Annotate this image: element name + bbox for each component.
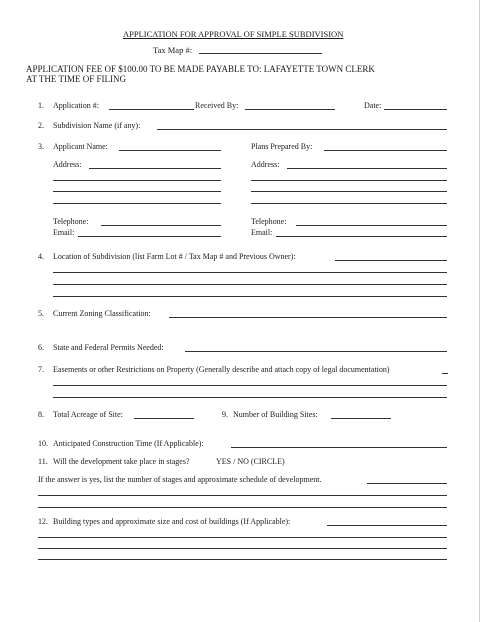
location-label: Location of Subdivision (list Farm Lot # / Tax Map # and Previous Owner):: [53, 252, 296, 261]
q8-number: 8.: [38, 410, 44, 419]
applicant-name-field[interactable]: [119, 150, 221, 151]
acreage-label: Total Acreage of Site:: [53, 410, 123, 419]
location-field-2[interactable]: [53, 272, 447, 273]
plans-prepared-by-label: Plans Prepared By:: [251, 142, 313, 151]
building-types-field-2[interactable]: [38, 537, 447, 538]
building-types-field-3[interactable]: [38, 548, 447, 549]
stages-field-2[interactable]: [38, 495, 447, 496]
building-sites-label: Number of Building Sites:: [233, 410, 318, 419]
preparer-email-field[interactable]: [276, 236, 447, 237]
location-field-1[interactable]: [335, 260, 447, 261]
applicant-telephone-label: Telephone:: [53, 217, 89, 226]
q10-number: 10.: [38, 439, 48, 448]
q11-number: 11.: [38, 457, 48, 466]
form-title: APPLICATION FOR APPROVAL OF SIMPLE SUBDIVISION: [123, 29, 344, 39]
application-number-field[interactable]: [109, 109, 194, 110]
fee-notice-line2: AT THE TIME OF FILING: [26, 74, 127, 84]
location-field-3[interactable]: [53, 284, 447, 285]
applicant-name-label: Applicant Name:: [53, 142, 108, 151]
preparer-address-field-2[interactable]: [251, 180, 447, 181]
q2-number: 2.: [38, 121, 44, 130]
construction-time-label: Anticipated Construction Time (If Applicable):: [53, 439, 204, 448]
stages-field-3[interactable]: [38, 507, 447, 508]
application-number-label: Application #:: [53, 101, 99, 110]
tax-map-field[interactable]: [199, 53, 322, 54]
stages-followup-label: If the answer is yes, list the number of stages and approximate schedule of development.: [38, 475, 322, 484]
construction-time-field[interactable]: [231, 447, 447, 448]
building-types-field-4[interactable]: [38, 559, 447, 560]
q1-number: 1.: [38, 101, 44, 110]
applicant-email-field[interactable]: [78, 236, 221, 237]
preparer-address-field-3[interactable]: [251, 191, 447, 192]
applicant-address-field-3[interactable]: [53, 191, 221, 192]
preparer-telephone-field[interactable]: [296, 225, 447, 226]
applicant-address-field-4[interactable]: [53, 203, 221, 204]
applicant-address-field-2[interactable]: [53, 180, 221, 181]
applicant-telephone-field[interactable]: [101, 225, 221, 226]
building-types-label: Building types and approximate size and cost of buildings (If Applicable):: [53, 517, 291, 526]
tax-map-label: Tax Map #:: [153, 45, 193, 55]
permits-field[interactable]: [185, 351, 447, 352]
applicant-address-label: Address:: [53, 160, 82, 169]
subdivision-name-field[interactable]: [157, 129, 447, 130]
q12-number: 12.: [38, 517, 48, 526]
applicant-address-field-1[interactable]: [89, 168, 221, 169]
q5-number: 5.: [38, 309, 44, 318]
fee-notice-line1: APPLICATION FEE OF $100.00 TO BE MADE PAYABLE TO: LAFAYETTE TOWN CLERK: [26, 64, 375, 74]
preparer-address-field-4[interactable]: [251, 203, 447, 204]
acreage-field[interactable]: [134, 418, 194, 419]
received-by-field[interactable]: [245, 109, 335, 110]
preparer-telephone-label: Telephone:: [251, 217, 287, 226]
q6-number: 6.: [38, 343, 44, 352]
subdivision-name-label: Subdivision Name (if any):: [53, 121, 141, 130]
date-label: Date:: [364, 101, 382, 110]
easements-field-2[interactable]: [53, 385, 447, 386]
preparer-address-field-1[interactable]: [287, 168, 447, 169]
building-types-field-1[interactable]: [327, 525, 447, 526]
preparer-email-label: Email:: [251, 228, 273, 237]
stages-question-label: Will the development take place in stages?: [53, 457, 190, 466]
q7-number: 7.: [38, 365, 44, 374]
location-field-4[interactable]: [53, 296, 447, 297]
easements-label: Easements or other Restrictions on Property (Generally describe and attach copy of legal documentation): [53, 365, 390, 374]
zoning-field[interactable]: [169, 317, 447, 318]
date-field[interactable]: [384, 109, 447, 110]
yes-no-options[interactable]: YES / NO (CIRCLE): [216, 457, 285, 466]
permits-label: State and Federal Permits Needed:: [53, 343, 164, 352]
plans-prepared-by-field[interactable]: [324, 150, 447, 151]
easements-field-3[interactable]: [53, 397, 447, 398]
applicant-email-label: Email:: [53, 228, 75, 237]
stages-field-1[interactable]: [367, 483, 447, 484]
q9-number: 9.: [222, 410, 228, 419]
easements-field-1[interactable]: [442, 373, 448, 374]
received-by-label: Received By:: [195, 101, 239, 110]
preparer-address-label: Address:: [251, 160, 280, 169]
q4-number: 4.: [38, 252, 44, 261]
zoning-label: Current Zoning Classification:: [53, 309, 151, 318]
building-sites-field[interactable]: [331, 418, 391, 419]
q3-number: 3.: [38, 142, 44, 151]
